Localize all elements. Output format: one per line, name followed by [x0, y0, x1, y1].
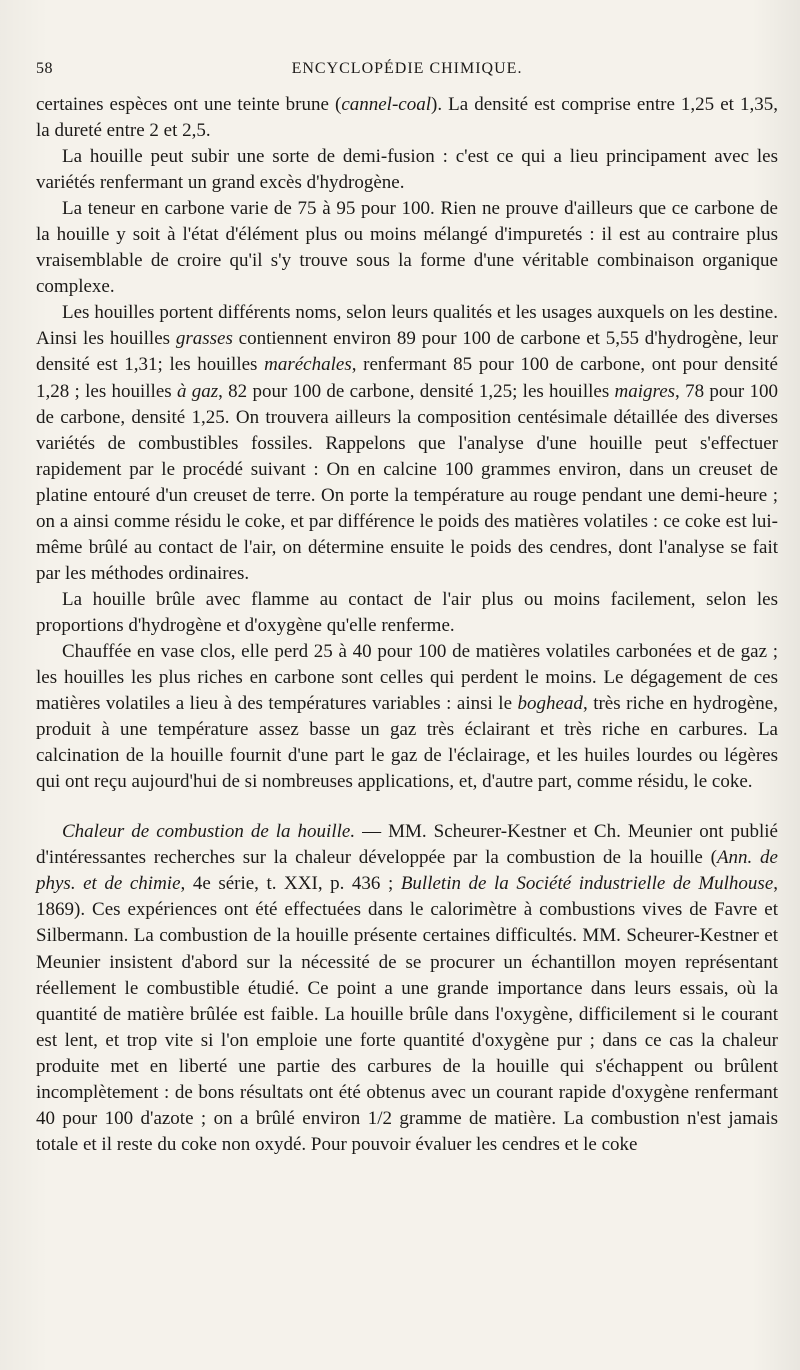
citation-title: Ann. de phys. et de chimie — [36, 847, 778, 895]
page-body — [36, 92, 778, 1158]
text-run: , 82 pour 100 de carbone, densité 1,25; les houilles — [218, 380, 615, 402]
paragraph-7 — [36, 819, 778, 1158]
paragraph-6 — [36, 639, 778, 795]
text-run: certaines espèces ont une teinte brune ( — [36, 94, 342, 115]
italic-term: grasses — [175, 328, 233, 350]
text-run: La houille brûle avec flamme au contact de l'air plus ou moins facilement, selon les proportions d'hydrogène et d'oxygène qu'elle renferme. — [36, 588, 778, 636]
text-run: contiennent environ 89 pour 100 de carbone et 5,55 d'hydrogène, leur densité est 1,31; les houilles — [36, 328, 778, 376]
text-run: La houille peut subir une sorte de demi-fusion : c'est ce qui a lieu principament avec les variétés renfermant un grand excès d'hydrogène. — [36, 146, 778, 194]
italic-term: cannel-coal — [341, 94, 431, 115]
text-run: — MM. Scheurer-Kestner et Ch. Meunier ont publié d'intéressantes recherches sur la chaleur développée par la combustion de la houille ( — [36, 821, 778, 869]
page-number: 58 — [36, 60, 53, 77]
paragraph-4 — [36, 300, 778, 587]
text-run: Les houilles portent différents noms, selon leurs qualités et les usages auxquels on les destine. Ainsi les houilles — [36, 302, 778, 350]
text-run: Chauffée en vase clos, elle perd 25 à 40 pour 100 de matières volatiles carbonées et de gaz ; les houilles les plus riches en carbone sont celles qui perdent le moins. Le dégagement de ces matières volatiles a lieu à des températures variables : ainsi le — [36, 640, 778, 715]
paragraph-1 — [36, 92, 778, 144]
running-head: ENCYCLOPÉDIE CHIMIQUE. — [291, 60, 523, 77]
citation-title: Bulletin de la Société industrielle de Mulhouse — [400, 873, 774, 895]
paragraph-3 — [36, 196, 778, 300]
section-lead: Chaleur de combustion de la houille. — [62, 821, 356, 843]
text-run: , très riche en hydrogène, produit à une température assez basse un gaz très éclairant et très riche en carbures. La calcination de la houille fournit d'une part le gaz de l'éclairage, et les huiles lourdes ou légères qui ont reçu aujourd'hui de si nombreuses applications, et, d'autre part, comme résidu, le coke. — [36, 693, 778, 793]
paragraph-5 — [36, 587, 778, 639]
paragraph-2 — [36, 144, 778, 196]
italic-term: boghead — [517, 693, 583, 715]
text-run: , 1869). Ces expériences ont été effectuées dans le calorimètre à combustions vives de Favre et Silbermann. La combustion de la houille présente certaines difficultés. MM. Scheurer-Kestner et Meunier insistent d'abord sur la nécessité de se procurer un échantillon moyen représentant réellement le combustible étudié. Ce point a une grande importance dans leurs essais, où la quantité de matière brûlée est faible. La houille brûle dans l'oxygène, difficilement si le courant est lent, et trop vite si l'on emploie une forte quantité d'oxygène pur ; dans ce cas la chaleur produite met en liberté une partie des carbures de la houille qui s'échappent ou brûlent incomplètement : de bons résultats ont été obtenus avec un courant rapide d'oxygène renfermant 40 pour 100 d'azote ; on a brûlé environ 1/2 gramme de matière. La combustion n'est jamais totale et il reste du coke non oxydé. Pour pouvoir évaluer les cendres et le coke — [36, 873, 778, 1155]
italic-term: à gaz — [176, 380, 219, 402]
italic-term: maigres — [614, 380, 676, 402]
text-run: La teneur en carbone varie de 75 à 95 pour 100. Rien ne prouve d'ailleurs que ce carbone de la houille y soit à l'état d'élément plus ou moins mélangé d'impuretés : il est au contraire plus vraisemblable de croire qu'il s'y trouve sous la forme d'une véritable combinaison organique complexe. — [36, 198, 778, 298]
page-header — [36, 60, 778, 84]
text-run: ). La densité est comprise entre 1,25 et 1,35, la dureté entre 2 et 2,5. — [36, 94, 778, 142]
text-run: , 78 pour 100 de carbone, densité 1,25. On trouvera ailleurs la composition centésimale détaillée des diverses variétés de combustibles fossiles. Rappelons que l'analyse d'une houille peut s'effectuer rapidement par le procédé suivant : On en calcine 100 grammes environ, dans un creuset de platine entouré d'un creuset de terre. On porte la température au rouge pendant une demi-heure ; on a ainsi comme résidu le coke, et par différence le poids des matières volatiles : ce coke est lui-même brûlé au contact de l'air, on détermine ensuite le poids des cendres, dont l'analyse se fait par les méthodes ordinaires. — [36, 380, 778, 584]
text-run: , 4e série, t. XXI, p. 436 ; — [180, 873, 401, 895]
italic-term: maréchales — [264, 354, 352, 376]
text-run: , renfermant 85 pour 100 de carbone, ont pour densité 1,28 ; les houilles — [36, 354, 778, 402]
